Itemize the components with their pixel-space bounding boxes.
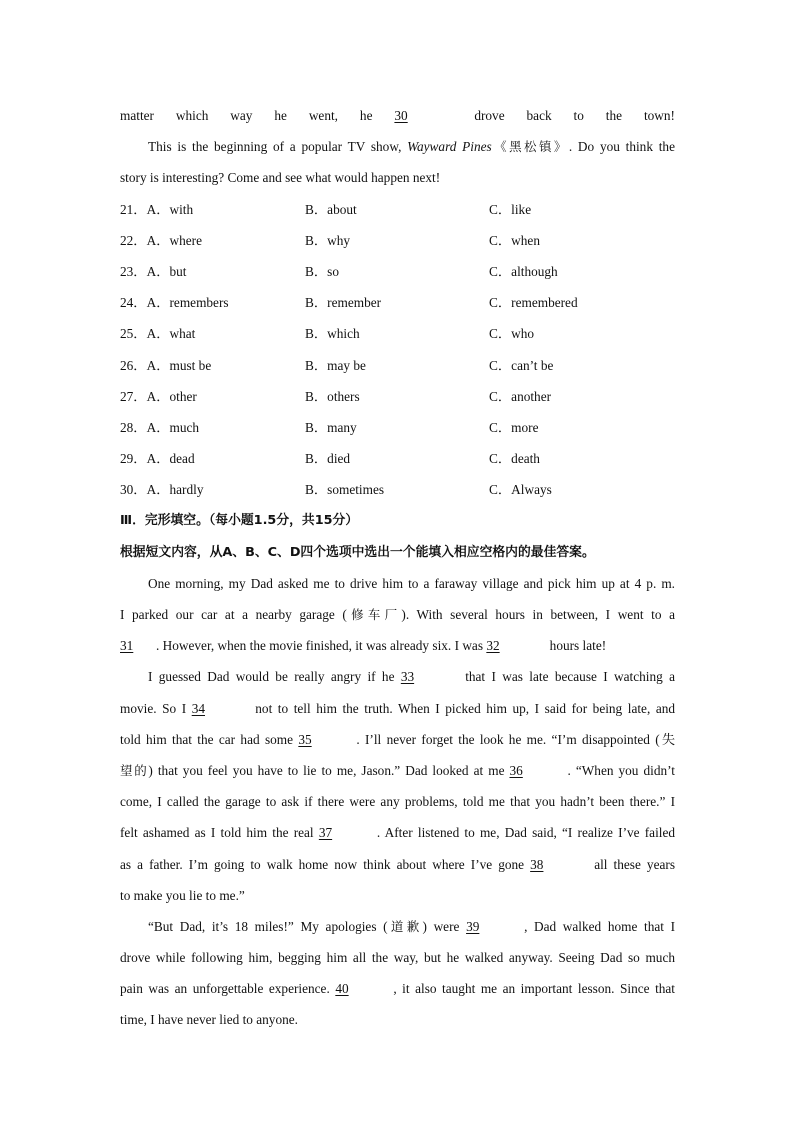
passage-text: . I’ll never forget the look he me. “I’m disappointed (失 xyxy=(356,731,675,747)
passage-text: to make you lie to me.” xyxy=(120,887,245,903)
option-row-29 xyxy=(120,443,675,474)
options-list xyxy=(120,194,675,506)
passage-text: movie. So I xyxy=(120,700,187,716)
option-row-28 xyxy=(120,412,675,443)
passage-text: time, I have never lied to anyone. xyxy=(120,1012,298,1028)
option-c: C．more xyxy=(489,419,539,435)
passage-text: drove while following him, begging him all the way, but he walked anyway. Seeing Dad so much xyxy=(120,950,675,966)
option-c: C．when xyxy=(489,232,540,248)
passage-line xyxy=(120,849,675,880)
passage-text: . Do you think the xyxy=(568,139,675,155)
passage-text: not to tell him the truth. When I picked him up, I said for being late, and xyxy=(255,700,676,716)
option-a: 21．A．with xyxy=(120,201,194,217)
passage-line xyxy=(120,100,675,131)
passage-line xyxy=(120,630,675,661)
option-b: B．many xyxy=(305,419,357,435)
option-row-27 xyxy=(120,381,675,412)
passage-text-cn: 望的 xyxy=(120,762,149,778)
passage-text: that I was late because I watching a xyxy=(465,669,676,685)
show-title: Wayward Pines xyxy=(407,139,492,155)
answer-blank-37: 37 xyxy=(318,825,333,841)
option-b: B．about xyxy=(305,201,357,217)
option-row-24 xyxy=(120,287,675,318)
option-b: B．why xyxy=(305,232,351,248)
passage-line xyxy=(120,599,675,630)
passage-line xyxy=(120,942,675,973)
passage-text: . “When you didn’t xyxy=(567,762,676,778)
option-row-30 xyxy=(120,474,675,505)
option-a: 27．A．other xyxy=(120,388,197,404)
passage-line xyxy=(120,817,675,848)
passage-line xyxy=(120,131,675,162)
option-b: B．remember xyxy=(305,295,382,311)
option-c: C．like xyxy=(489,201,532,217)
passage-text: , it also taught me an important lesson. Since that xyxy=(393,981,676,997)
passage-text: “But Dad, it’s 18 miles!” My apologies ( xyxy=(148,918,388,934)
option-a: 25．A．what xyxy=(120,326,196,342)
option-a: 28．A．much xyxy=(120,419,200,435)
passage-line xyxy=(120,973,675,1004)
option-b: B．may be xyxy=(305,357,366,373)
option-b: B．sometimes xyxy=(305,482,385,498)
passage-text: This is the beginning of a popular TV show, xyxy=(148,139,402,155)
option-b: B．others xyxy=(305,388,360,404)
answer-blank-34: 34 xyxy=(191,700,205,716)
option-a: 26．A．must be xyxy=(120,357,212,373)
passage-text: matter which way he went, he xyxy=(120,108,373,123)
option-c: C．who xyxy=(489,326,535,342)
show-title-cn: 《黑松镇》 xyxy=(491,139,569,155)
option-row-22 xyxy=(120,225,675,256)
option-row-26 xyxy=(120,350,675,381)
passage-text: hours late! xyxy=(549,638,607,654)
answer-blank-31: 31 xyxy=(120,638,134,654)
passage-text: pain was an unforgettable experience. xyxy=(120,981,330,997)
section-instruction: 根据短文内容，从A、B、C、D四个选项中选出一个能填入相应空格内的最佳答案。 xyxy=(120,544,595,560)
passage-text: ) that you feel you have to lie to me, Jason.” Dad looked at me xyxy=(148,762,505,778)
passage-text: story is interesting? Come and see what would happen next! xyxy=(120,170,441,186)
passage-text: One morning, my Dad asked me to drive him to a faraway village and pick him up at 4 p. m. xyxy=(148,575,675,591)
passage-text: felt ashamed as I told him the real xyxy=(120,825,314,841)
option-a: 23．A．but xyxy=(120,263,187,279)
passage-line xyxy=(120,755,675,786)
passage-text: ). With several hours in between, I went to a xyxy=(401,607,675,622)
answer-blank-35: 35 xyxy=(298,731,312,747)
passage-line xyxy=(120,162,675,193)
answer-blank-36: 36 xyxy=(509,762,523,778)
answer-blank-39: 39 xyxy=(466,918,480,934)
section-title: Ⅲ．完形填空。（每小题1.5分，共15分） xyxy=(120,513,359,529)
option-c: C．Always xyxy=(489,482,552,498)
passage-text: . However, when the movie finished, it was already six. I was xyxy=(156,638,484,654)
document-page xyxy=(120,100,675,1036)
answer-blank-32: 32 xyxy=(486,638,500,654)
option-c: C．death xyxy=(489,451,540,467)
option-c: C．although xyxy=(489,263,558,279)
passage-text: , Dad walked home that I xyxy=(524,918,676,934)
passage-text: come, I called the garage to ask if there were any problems, told me that you hadn’t been there.” I xyxy=(120,794,675,810)
passage-text: drove back to the town! xyxy=(474,108,675,123)
option-b: B．died xyxy=(305,451,351,467)
passage-line xyxy=(120,1004,675,1035)
passage-text: told him that the car had some xyxy=(120,731,294,747)
passage-text: I guessed Dad would be really angry if he xyxy=(148,669,395,685)
passage-text: I parked our car at a nearby garage ( xyxy=(120,607,347,622)
option-a: 29．A．dead xyxy=(120,451,195,467)
passage-text: all these years xyxy=(594,856,675,872)
passage-line xyxy=(120,661,675,692)
option-c: C．another xyxy=(489,388,552,404)
option-a: 30．A．hardly xyxy=(120,482,204,498)
option-row-21 xyxy=(120,194,675,225)
passage-line xyxy=(120,693,675,724)
option-a: 24．A．remembers xyxy=(120,295,229,311)
passage-line xyxy=(120,911,675,942)
option-c: C．remembered xyxy=(489,295,578,311)
passage-line xyxy=(120,568,675,599)
passage-text: . After listened to me, Dad said, “I realize I’ve failed xyxy=(376,825,676,841)
option-a: 22．A．where xyxy=(120,232,202,248)
passage-text-cn: 修车厂 xyxy=(346,607,402,622)
answer-blank-40: 40 xyxy=(335,981,349,997)
answer-blank-38: 38 xyxy=(530,856,544,872)
option-b: B．so xyxy=(305,263,339,279)
answer-blank-33: 33 xyxy=(400,669,415,685)
option-row-23 xyxy=(120,256,675,287)
passage-line xyxy=(120,786,675,817)
option-row-25 xyxy=(120,318,675,349)
passage-line xyxy=(120,724,675,755)
passage-text-cn: 道歉 xyxy=(387,918,423,934)
passage-text: ) were xyxy=(422,918,460,934)
passage-text: as a father. I’m going to walk home now think about where I’ve gone xyxy=(120,856,525,872)
option-b: B．which xyxy=(305,326,360,342)
answer-blank-30: 30 xyxy=(394,108,408,123)
passage-line xyxy=(120,880,675,911)
option-c: C．can’t be xyxy=(489,357,554,373)
